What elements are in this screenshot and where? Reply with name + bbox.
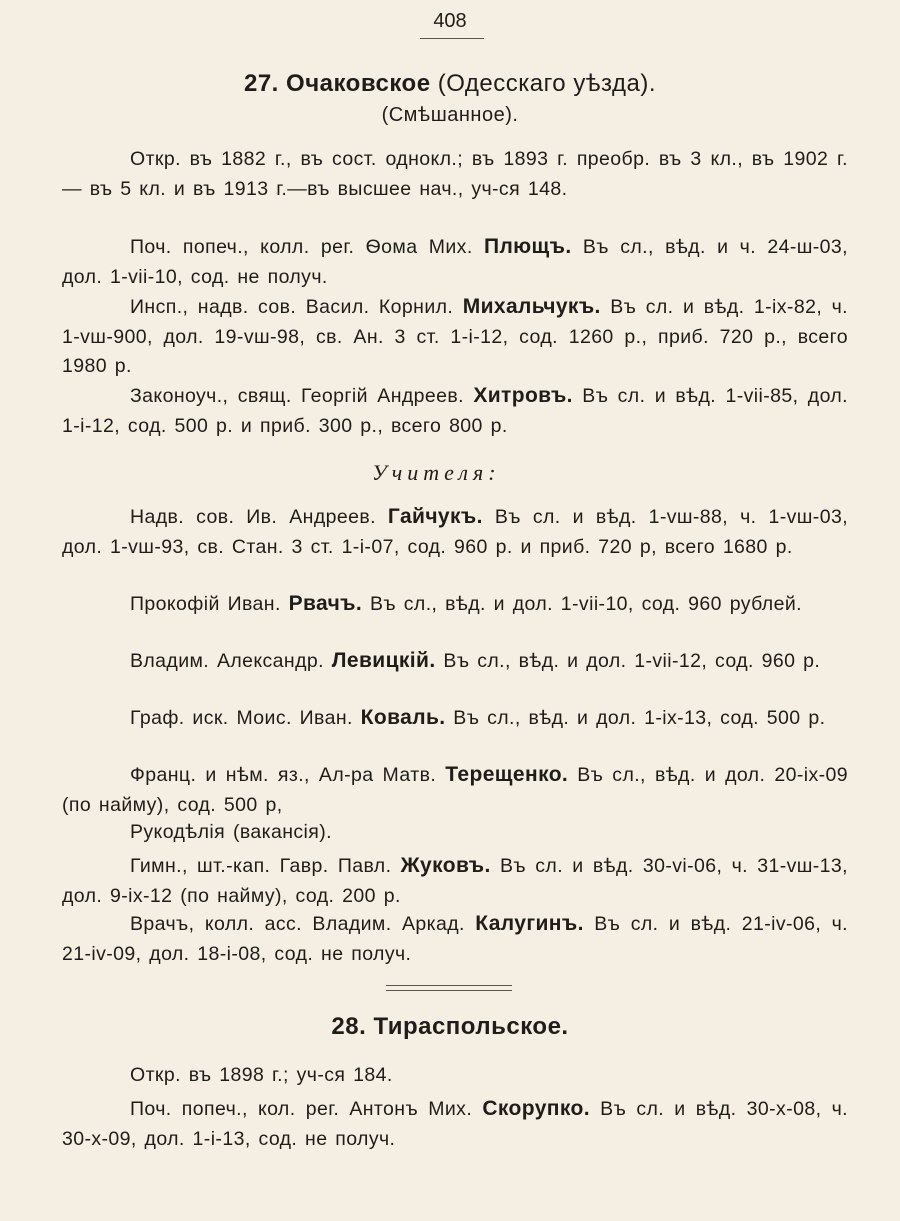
section-28-heading [0,1013,900,1041]
section-27-number: 27. [243,70,279,97]
person-name: Левицкій. [331,649,436,672]
person-name: Гайчукъ. [387,505,483,528]
teacher-entry-3: Владим. Александр. Левицкій. Въ сл., вѣд. и дол. 1-vii-12, сод. 960 р. [130,649,821,672]
section-divider [386,985,512,986]
section-27-type: (Смѣшанное). [381,104,519,126]
section-27-heading [0,70,900,98]
page-number: 408 [433,10,467,32]
teacher-entry-6: Рукодѣлія (вакансія). [130,821,332,843]
person-name: Хитровъ. [473,384,573,407]
person-name: Калугинъ. [475,912,584,935]
section-divider [386,990,512,991]
teacher-entry-4: Граф. иск. Моис. Иван. Коваль. Въ сл., вѣд. и дол. 1-ix-13, сод. 500 р. [130,706,826,729]
entry-law-teacher-27: Законоуч., свящ. Георгій Андреев. Хитровъ. Въ сл. и вѣд. 1-vii-85, дол. 1-i-12, сод. 500 р. и приб. 300 р., всего 800 р. [62,384,848,437]
entry-trustee-27: Поч. попеч., колл. рег. Ѳома Мих. Плющъ. Въ сл., вѣд. и ч. 24-ш-03, дол. 1-vii-10, сод. не получ. [62,235,848,288]
person-name: Терещенко. [445,763,569,786]
teacher-entry-8: Врачъ, колл. асс. Владим. Аркад. Калугинъ. Въ сл. и вѣд. 21-iv-06, ч. 21-iv-09, дол. 18-i-08, сод. не получ. [62,912,848,965]
person-name: Коваль. [360,706,446,729]
entry-trustee-28: Поч. попеч., кол. рег. Антонъ Мих. Скорупко. Въ сл. и вѣд. 30-x-08, ч. 30-x-09, дол. 1-i-13, сод. не получ. [62,1097,848,1150]
person-name: Плющъ. [483,235,572,258]
teacher-entry-1: Надв. сов. Ив. Андреев. Гайчукъ. Въ сл. и вѣд. 1-vш-88, ч. 1-vш-03, дол. 1-vш-93, св. Стан. 3 ст. 1-i-07, сод. 960 р. и приб. 720 р, всего 1680 р. [62,505,849,558]
teacher-entry-5: Франц. и нѣм. яз., Ал-ра Матв. Терещенко. Въ сл., вѣд. и дол. 20-ix-09 (по найму), сод. 500 р, [62,763,848,816]
entry-inspector-27: Инсп., надв. сов. Васил. Корнил. Михальчукъ. Въ сл. и вѣд. 1-ix-82, ч. 1-vш-900, дол. 19-vш-98, св. Ан. 3 ст. 1-i-12, сод. 1260 р., приб. 720 р., всего 1980 р. [62,295,848,377]
section-28-number: 28. [331,1013,367,1040]
person-name: Скорупко. [482,1097,590,1120]
person-name: Рвачъ. [288,592,363,615]
teachers-heading: Учителя: [372,460,501,485]
entry-opening-28: Откр. въ 1898 г.; уч-ся 184. [130,1064,393,1086]
person-name: Жуковъ. [400,854,491,877]
person-name: Михальчукъ. [462,295,601,318]
top-rule [420,38,484,39]
entry-opening-27: Откр. въ 1882 г., въ сост. однокл.; въ 1893 г. преобр. въ 3 кл., въ 1902 г. — въ 5 кл. и въ 1913 г.—въ высшее нач., уч-ся 148. [62,148,848,200]
section-27-title: Очаковское [286,70,431,97]
section-27-district: (Одесскаго уѣзда). [437,70,657,97]
section-28-title: Тираспольское. [373,1013,569,1040]
teacher-entry-2: Прокофій Иван. Рвачъ. Въ сл., вѣд. и дол. 1-vii-10, сод. 960 рублей. [130,592,802,615]
teacher-entry-7: Гимн., шт.-кап. Гавр. Павл. Жуковъ. Въ сл. и вѣд. 30-vi-06, ч. 31-vш-13, дол. 9-ix-12 (по найму), сод. 200 р. [62,854,848,907]
